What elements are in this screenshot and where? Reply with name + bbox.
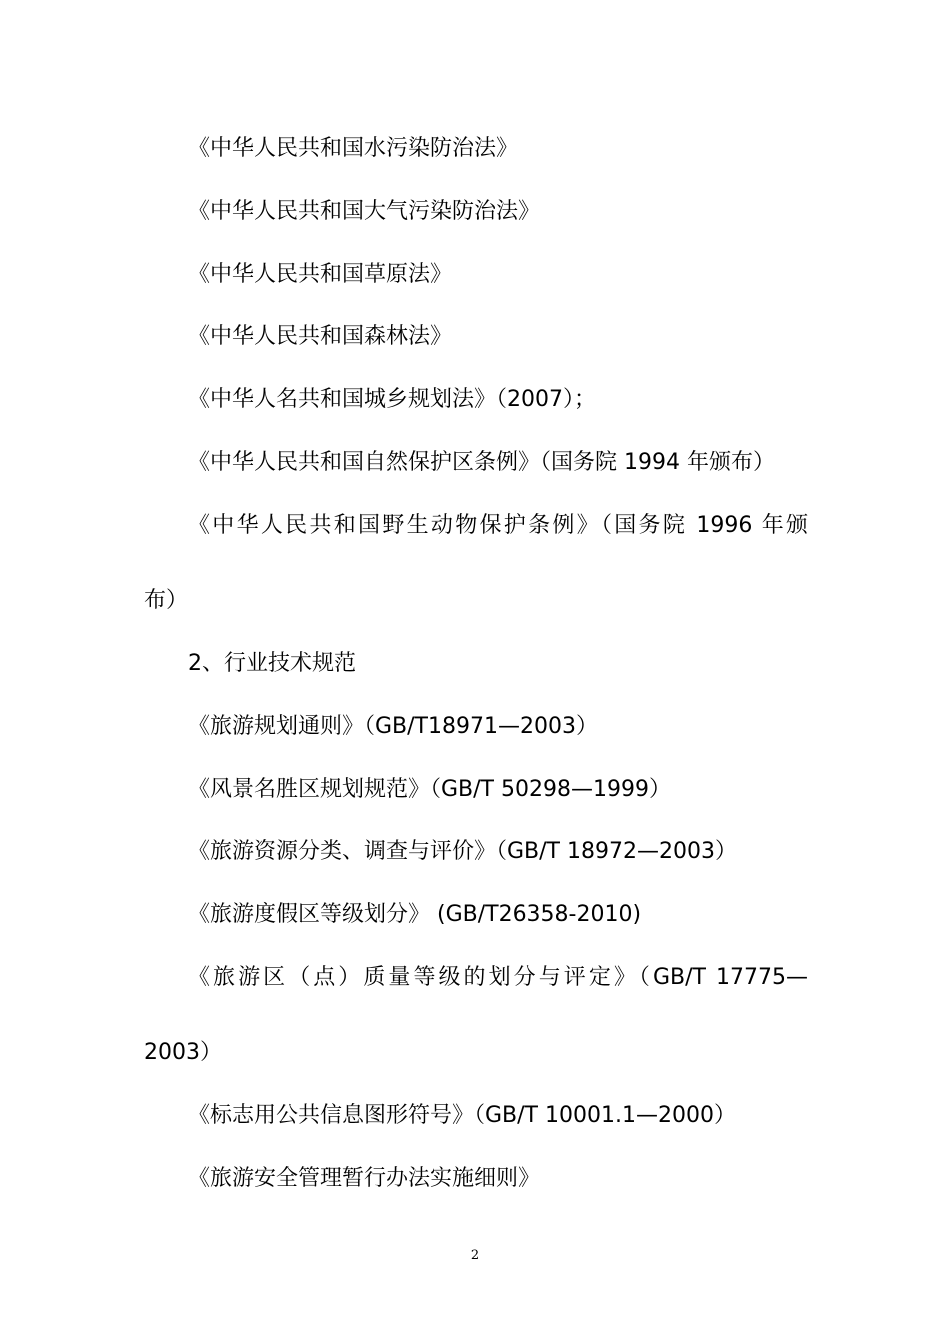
law-water-pollution: 《中华人民共和国水污染防治法》	[188, 136, 519, 161]
standard-quality-grading-line2: 2003）	[144, 1040, 222, 1065]
standard-public-symbols: 《标志用公共信息图形符号》（GB/T 10001.1—2000）	[188, 1103, 736, 1128]
standard-tourism-planning: 《旅游规划通则》（GB/T18971—2003）	[188, 714, 598, 739]
law-forest: 《中华人民共和国森林法》	[188, 324, 453, 349]
law-air-pollution: 《中华人民共和国大气污染防治法》	[188, 199, 541, 224]
regulation-tourism-safety: 《旅游安全管理暂行办法实施细则》	[188, 1166, 541, 1191]
regulation-wildlife-line2: 布）	[144, 588, 189, 613]
standard-resort-grading: 《旅游度假区等级划分》 (GB/T26358-2010)	[188, 902, 642, 927]
standard-scenic-area: 《风景名胜区规划规范》（GB/T 50298—1999）	[188, 777, 671, 802]
page-number: 2	[470, 1248, 480, 1263]
section-heading: 2、行业技术规范	[188, 651, 356, 676]
regulation-nature-reserve: 《中华人民共和国自然保护区条例》（国务院 1994 年颁布）	[188, 450, 775, 475]
standard-quality-grading-line1: 《旅游区（点）质量等级的划分与评定》（GB/T 17775—	[188, 965, 808, 990]
regulation-wildlife-line1: 《中华人民共和国野生动物保护条例》（国务院 1996 年颁	[188, 513, 808, 538]
law-grassland: 《中华人民共和国草原法》	[188, 262, 453, 287]
law-urban-rural-planning: 《中华人名共和国城乡规划法》（2007）；	[188, 387, 596, 412]
standard-tourism-resources: 《旅游资源分类、调查与评价》（GB/T 18972—2003）	[188, 839, 737, 864]
